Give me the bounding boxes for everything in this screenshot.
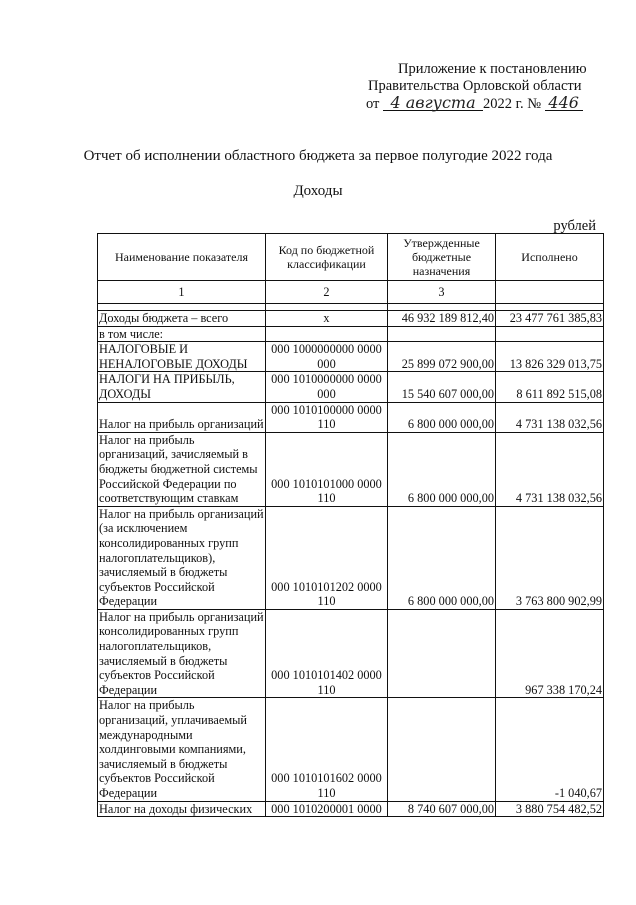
row-code: 000 1010101402 0000 110 [266,609,388,698]
table-row [98,372,604,402]
table-header-row [98,234,604,281]
header-executed: Исполнено [496,234,604,281]
row-name: Налог на прибыль организаций [98,402,266,432]
row-code: 000 1010200001 0000 [266,801,388,817]
row-name: Налог на прибыль организаций (за исключением консолидированных групп налогоплательщиков), зачисляемый в бюджеты субъектов Российской Федерации [99,506,264,609]
header-code: Код по бюджетной классификации [266,234,388,281]
row-name: Налог на прибыль организаций консолидированных групп налогоплательщиков, зачисляемый в бюджеты субъектов Российской Федерации [99,609,264,697]
row-executed: 8 611 892 515,08 [496,372,604,402]
annex-line-1: Приложение к постановлению [398,61,587,77]
column-number: 3 [388,281,496,304]
column-number-row [98,281,604,304]
handwritten-date: 4 августа [383,95,483,111]
table-row [98,311,604,327]
annex-line-2: Правительства Орловской области [368,78,582,94]
row-executed: 4 731 138 032,56 [496,432,604,506]
row-code: 000 1010101202 0000 110 [266,506,388,609]
table-row [98,698,604,801]
budget-table [97,233,604,817]
section-title: Доходы [293,183,343,199]
row-executed: 967 338 170,24 [496,609,604,698]
row-name: Налог на прибыль организаций, зачисляемый в бюджеты бюджетной системы Российской Федерации по соответствующим ставкам [98,432,266,506]
row-approved [388,609,496,698]
row-approved: 6 800 000 000,00 [388,506,496,609]
row-code [266,326,388,342]
row-approved: 15 540 607 000,00 [388,372,496,402]
handwritten-number: 446 [545,95,583,111]
table-row [98,402,604,432]
row-approved: 6 800 000 000,00 [388,432,496,506]
row-executed: 13 826 329 013,75 [496,342,604,372]
annex-line-3 [366,95,616,113]
column-number: 1 [98,281,266,304]
column-number: 2 [266,281,388,304]
row-code: 000 1010000000 0000 000 [266,372,388,402]
row-code: 000 1000000000 0000 000 [266,342,388,372]
table-row [98,801,604,817]
row-name: Налог на доходы физических [98,801,266,817]
row-executed: -1 040,67 [496,698,604,801]
table-row [98,326,604,342]
annex-from-label: от [366,96,380,112]
unit-label: рублей [553,218,596,234]
spacer-row [98,304,604,311]
row-approved [388,698,496,801]
row-approved: 6 800 000 000,00 [388,402,496,432]
row-approved: 46 932 189 812,40 [388,311,496,327]
row-executed: 4 731 138 032,56 [496,402,604,432]
table-row [98,432,604,506]
row-name: Налог на прибыль организаций, уплачиваемый международными холдинговыми компаниями, зачисляемый в бюджеты субъектов Российской Федерации [98,698,266,801]
row-code: x [266,311,388,327]
row-code: 000 1010100000 0000 110 [266,402,388,432]
row-name: НАЛОГИ НА ПРИБЫЛЬ, ДОХОДЫ [98,372,266,402]
report-title: Отчет об исполнении областного бюджета за первое полугодие 2022 года [83,148,553,164]
column-number [496,281,604,304]
row-code: 000 1010101000 0000 110 [266,432,388,506]
row-approved: 8 740 607 000,00 [388,801,496,817]
row-name: НАЛОГОВЫЕ И НЕНАЛОГОВЫЕ ДОХОДЫ [98,342,266,372]
row-approved [388,326,496,342]
row-executed: 3 763 800 902,99 [496,506,604,609]
header-name: Наименование показателя [98,234,266,281]
table-row [98,609,604,698]
row-code: 000 1010101602 0000 110 [266,698,388,801]
table-row [98,342,604,372]
row-executed: 23 477 761 385,83 [496,311,604,327]
annex-year-text: 2022 г. № [483,96,542,112]
row-name: в том числе: [98,326,266,342]
row-name: Доходы бюджета – всего [98,311,266,327]
header-approved: Утвержденные бюджетные назначения [388,234,496,281]
row-approved: 25 899 072 900,00 [388,342,496,372]
row-executed [496,326,604,342]
annex-block [366,61,616,113]
row-executed: 3 880 754 482,52 [496,801,604,817]
table-row [98,506,604,609]
